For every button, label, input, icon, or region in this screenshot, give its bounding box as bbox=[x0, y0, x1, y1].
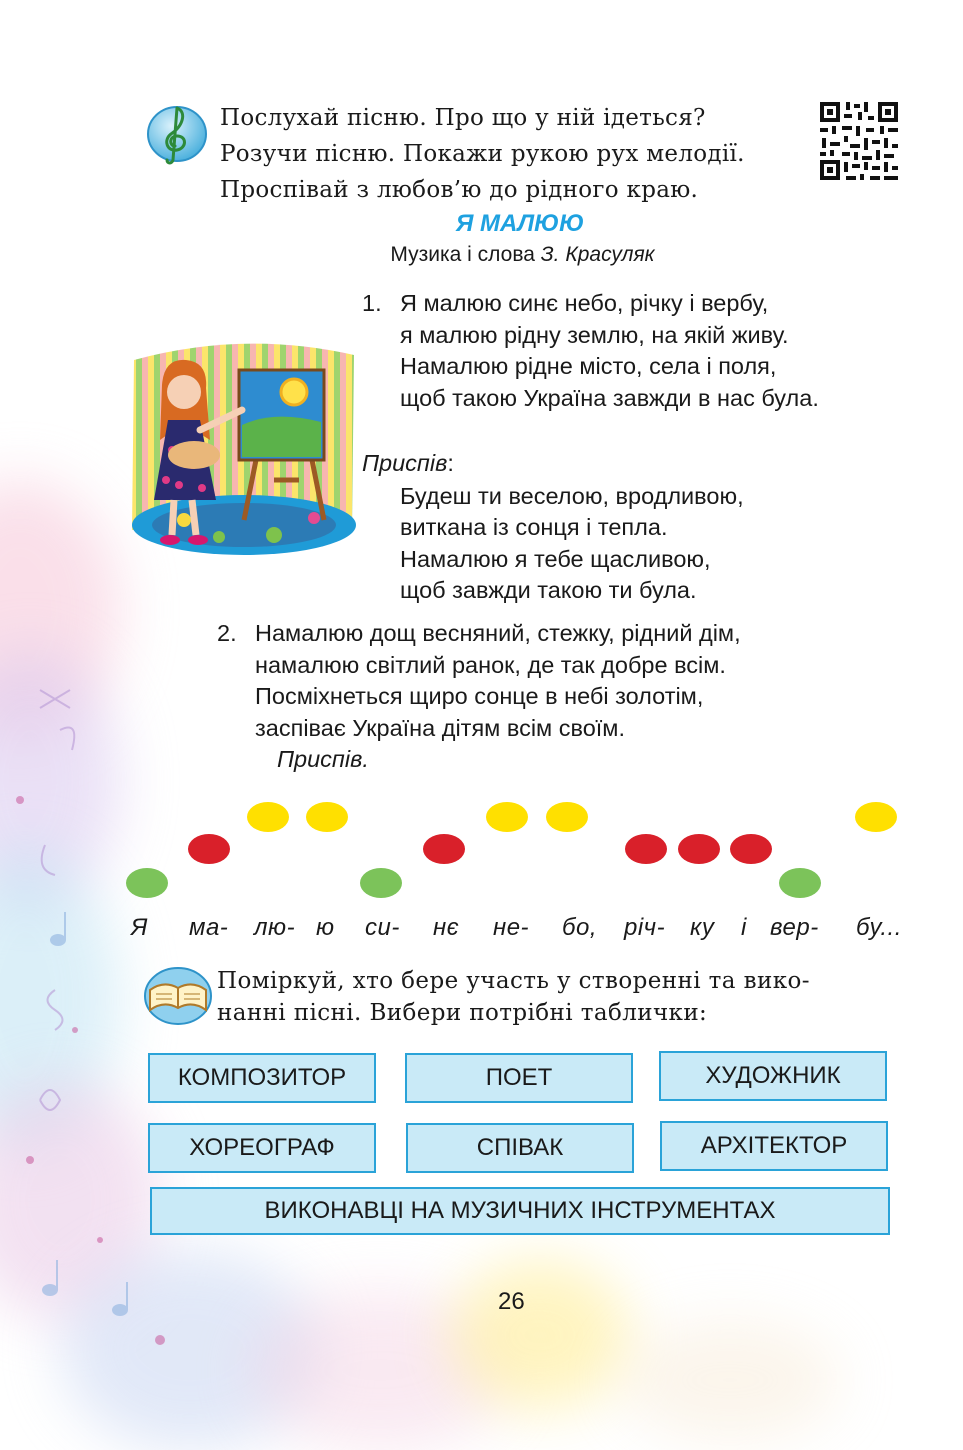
melody-dot-mid bbox=[730, 834, 772, 864]
syllable: ма- bbox=[189, 914, 229, 941]
card-poet[interactable]: ПОЕТ bbox=[405, 1053, 633, 1103]
syllable: ку bbox=[690, 914, 715, 941]
girl-painting-illustration bbox=[124, 330, 364, 560]
task-line-2: нанні пісні. Вибери потрібні таблички: bbox=[217, 1000, 708, 1026]
melody-dot-low bbox=[779, 868, 821, 898]
melody-dot-low bbox=[360, 868, 402, 898]
melody-dot-mid bbox=[678, 834, 720, 864]
card-architect[interactable]: АРХІТЕКТОР bbox=[660, 1121, 888, 1171]
chorus-line: щоб завжди такою ти була. bbox=[400, 577, 697, 603]
melody-dot-high bbox=[306, 802, 348, 832]
treble-clef-icon bbox=[143, 98, 215, 166]
verse-2-line: Намалюю дощ весняний, стежку, рідний дім, bbox=[255, 620, 741, 646]
credit-prefix: Музика і слова bbox=[390, 243, 535, 266]
chorus bbox=[362, 448, 744, 607]
syllable: лю- bbox=[254, 914, 296, 941]
verse-1-number: 1. bbox=[362, 290, 382, 316]
card-singer[interactable]: СПІВАК bbox=[406, 1123, 634, 1173]
verse-2 bbox=[217, 618, 741, 776]
melody-dot-high bbox=[247, 802, 289, 832]
song-title: Я МАЛЮЮ bbox=[455, 210, 585, 237]
verse-1-line: Я малюю синє небо, річку і вербу, bbox=[400, 290, 769, 316]
verse-2-line: заспіває Україна дітям всім своїм. bbox=[255, 714, 625, 741]
chorus-line: Будеш ти веселою, вродливою, bbox=[400, 482, 744, 509]
syllable: Я bbox=[131, 914, 148, 941]
instruction-line-2: Розучи пісню. Покажи рукою рух мелодії. bbox=[220, 141, 745, 167]
instruction-line-3: Проспівай з любов’ю до рідного краю. bbox=[220, 177, 699, 203]
verse-2-number: 2. bbox=[217, 620, 237, 646]
instructions bbox=[220, 100, 745, 208]
instruction-line-1: Послухай пісню. Про що у ній ідеться? bbox=[220, 105, 706, 131]
verse-2-line: намалюю світлий ранок, де так добре всім. bbox=[255, 651, 726, 678]
melody-dot-high bbox=[546, 802, 588, 832]
verse-2-refrain: Приспів. bbox=[277, 746, 369, 772]
task-text bbox=[217, 965, 810, 1029]
card-instrumentalists[interactable]: ВИКОНАВЦІ НА МУЗИЧНИХ ІНСТРУМЕНТАХ bbox=[150, 1187, 890, 1235]
syllable: си- bbox=[365, 914, 400, 941]
card-choreographer[interactable]: ХОРЕОГРАФ bbox=[148, 1123, 376, 1173]
melody-dot-mid bbox=[625, 834, 667, 864]
page-number: 26 bbox=[498, 1288, 525, 1315]
syllable: вер- bbox=[770, 914, 819, 941]
task-line-1: Поміркуй, хто бере участь у створенні та вико- bbox=[217, 968, 810, 994]
syllable: бу... bbox=[856, 914, 902, 941]
melody-dot-high bbox=[486, 802, 528, 832]
verse-1 bbox=[362, 288, 819, 414]
chorus-label: Приспів: bbox=[362, 450, 454, 476]
melody-dot-low bbox=[126, 868, 168, 898]
syllable: ю bbox=[316, 914, 335, 941]
chorus-line: виткана із сонця і тепла. bbox=[400, 514, 668, 540]
melody-dot-high bbox=[855, 802, 897, 832]
qr-code[interactable] bbox=[818, 100, 900, 182]
verse-1-line: я малюю рідну землю, на якій живу. bbox=[400, 321, 789, 348]
open-book-icon bbox=[142, 966, 214, 1026]
syllable: бо, bbox=[562, 914, 598, 941]
syllable: річ- bbox=[624, 914, 666, 941]
chorus-line: Намалюю я тебе щасливою, bbox=[400, 545, 711, 572]
verse-2-line: Посміхнеться щиро сонце в небі золотім, bbox=[255, 683, 704, 709]
verse-1-line: Намалюю рідне місто, села і поля, bbox=[400, 353, 777, 379]
melody-dot-mid bbox=[423, 834, 465, 864]
verse-1-line: щоб такою Україна завжди в нас була. bbox=[400, 384, 819, 411]
melody-dot-mid bbox=[188, 834, 230, 864]
card-artist[interactable]: ХУДОЖНИК bbox=[659, 1051, 887, 1101]
song-credit bbox=[0, 243, 963, 267]
syllable: і bbox=[741, 914, 747, 941]
syllable: не- bbox=[493, 914, 530, 941]
syllable: нє bbox=[433, 914, 460, 941]
credit-author: З. Красуляк bbox=[540, 243, 655, 266]
card-composer[interactable]: КОМПОЗИТОР bbox=[148, 1053, 376, 1103]
